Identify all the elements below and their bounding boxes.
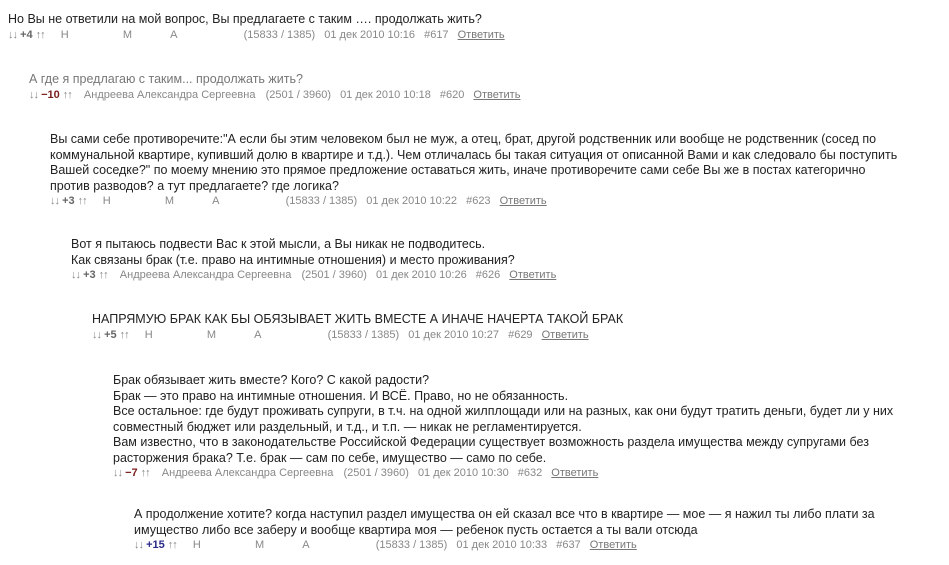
- vote-up-button[interactable]: ↑↑: [35, 28, 45, 41]
- score-badge: +3: [83, 269, 96, 281]
- vote-down-button[interactable]: ↓↓: [92, 328, 101, 341]
- score-badge: −10: [41, 88, 60, 101]
- author-initial-1[interactable]: Н: [60, 28, 69, 41]
- author-initial-3[interactable]: А: [302, 539, 310, 551]
- user-stats: (2501 / 3960): [343, 467, 409, 479]
- comment-617: [8, 12, 943, 42]
- author-initial-2[interactable]: М: [122, 28, 133, 41]
- user-stats: (15833 / 1385): [327, 328, 400, 341]
- comment-date: 01 дек 2010 10:26: [375, 269, 467, 281]
- author-initial-3[interactable]: А: [212, 195, 220, 207]
- vote-up-button[interactable]: ↑↑: [119, 328, 129, 341]
- comment-date: 01 дек 2010 10:27: [408, 328, 500, 341]
- comment-number: #623: [466, 195, 491, 207]
- author-initial-1[interactable]: Н: [144, 328, 153, 341]
- user-stats: (2501 / 3960): [301, 269, 367, 281]
- comment-626: [71, 237, 943, 282]
- vote-up-button[interactable]: ↑↑: [140, 467, 150, 479]
- reply-link[interactable]: Ответить: [509, 269, 557, 281]
- reply-link[interactable]: Ответить: [499, 195, 547, 207]
- score-badge: +5: [104, 328, 117, 341]
- author-initial-1[interactable]: Н: [192, 539, 201, 551]
- user-stats: (2501 / 3960): [265, 88, 331, 101]
- comment-date: 01 дек 2010 10:16: [324, 28, 416, 41]
- comment-number: #626: [475, 269, 501, 281]
- comment-meta: [113, 467, 943, 480]
- comment-number: #632: [517, 467, 543, 479]
- comment-date: 01 дек 2010 10:18: [340, 88, 431, 101]
- vote-down-button[interactable]: ↓↓: [29, 88, 38, 101]
- score-badge: −7: [125, 467, 138, 479]
- reply-link[interactable]: Ответить: [551, 467, 599, 479]
- reply-link[interactable]: Ответить: [457, 28, 505, 41]
- comment-number: #620: [439, 88, 465, 101]
- author-name[interactable]: Андреева Александра Сергеевна: [161, 467, 334, 479]
- comment-text: Вы сами себе противоречите:"А если бы этим человеком был не муж, а отец, брат, другой родственник или вообще не родственник (сосед по коммунальной квартире, купивший долю в квартире и т.д.). Чем отличалась бы такая ситуация от описанной Вами и как следовало бы поступить Вашей соседке?" по моему мнению это прямое предложение оставаться жить, иначе противоречите сами себе Вы же в постах категорично против разводов? а тут предлагаете? где логика?: [50, 132, 898, 193]
- author-initial-2[interactable]: М: [206, 328, 217, 341]
- comment-date: 01 дек 2010 10:22: [366, 195, 458, 207]
- vote-down-button[interactable]: ↓↓: [71, 269, 80, 281]
- comment-632: [113, 373, 943, 480]
- user-stats: (15833 / 1385): [375, 539, 448, 551]
- vote-down-button[interactable]: ↓↓: [8, 28, 17, 41]
- user-stats: (15833 / 1385): [285, 195, 358, 207]
- author-name[interactable]: Андреева Александра Сергеевна: [119, 269, 292, 281]
- author-initial-2[interactable]: М: [164, 195, 175, 207]
- user-stats: (15833 / 1385): [243, 28, 316, 41]
- comment-text: Вот я пытаюсь подвести Вас к этой мысли, а Вы никак не подводитесь. Как связаны брак (т.е. право на интимные отношения) и место проживания?: [71, 237, 515, 267]
- comment-meta: [92, 329, 943, 342]
- comment-620: [29, 72, 943, 102]
- score-badge: +15: [146, 539, 165, 551]
- comment-text: А продолжение хотите? когда наступил раздел имущества он ей сказал все что в квартире — мое — я нажил ты либо плати за имущество либо все заберу и вообще квартира моя — ребенок пусть остается а ты вали отсюда: [134, 507, 875, 537]
- comment-text: НАПРЯМУЮ БРАК КАК БЫ ОБЯЗЫВАЕТ ЖИТЬ ВМЕСТЕ А ИНАЧЕ НАЧЕРТА ТАКОЙ БРАК: [92, 312, 624, 326]
- comment-number: #637: [556, 539, 581, 551]
- reply-link[interactable]: Ответить: [473, 88, 521, 101]
- author-initial-3[interactable]: А: [170, 28, 178, 41]
- vote-down-button[interactable]: ↓↓: [50, 195, 59, 207]
- vote-down-button[interactable]: ↓↓: [113, 467, 122, 479]
- comment-number: #629: [508, 328, 533, 341]
- author-initial-1[interactable]: Н: [102, 195, 111, 207]
- comment-meta: [71, 269, 943, 282]
- comment-623: [50, 132, 943, 208]
- vote-up-button[interactable]: ↑↑: [62, 88, 72, 101]
- author-initial-3[interactable]: А: [254, 328, 262, 341]
- comment-637: [134, 507, 943, 552]
- comment-meta: [134, 539, 943, 552]
- vote-down-button[interactable]: ↓↓: [134, 539, 143, 551]
- comment-date: 01 дек 2010 10:30: [417, 467, 509, 479]
- comment-meta: [50, 195, 943, 208]
- comment-629: [92, 312, 943, 342]
- reply-link[interactable]: Ответить: [541, 328, 589, 341]
- score-badge: +3: [62, 195, 75, 207]
- comment-number: #617: [424, 28, 449, 41]
- comment-text: Брак обязывает жить вместе? Кого? С какой радости? Брак — это право на интимные отношения. И ВСЁ. Право, но не обязанность. Все остальное: где будут проживать супруги, в т.ч. на одной жилплощади или на разных, как они будут тратить деньги, будет ли у них совместный бюджет или раздельный, и т.д., и т.п. — никак не регламентируется. Вам известно, что в законодательстве Российской Федерации существует возможность раздела имущества между супругами без расторжения брака? Т.е. брак — сам по себе, имущество — само по себе.: [113, 373, 894, 465]
- comment-text: Но Вы не ответили на мой вопрос, Вы предлагаете с таким …. продолжать жить?: [8, 12, 482, 26]
- reply-link[interactable]: Ответить: [589, 539, 637, 551]
- author-initial-2[interactable]: М: [255, 539, 265, 551]
- vote-up-button[interactable]: ↑↑: [77, 195, 87, 207]
- comment-meta: [8, 29, 943, 42]
- score-badge: +4: [20, 28, 33, 41]
- comment-date: 01 дек 2010 10:33: [456, 539, 548, 551]
- comment-meta: [29, 89, 943, 102]
- vote-up-button[interactable]: ↑↑: [167, 539, 177, 551]
- author-name[interactable]: Андреева Александра Сергеевна: [83, 88, 256, 101]
- vote-up-button[interactable]: ↑↑: [98, 269, 108, 281]
- comment-text: А где я предлагаю с таким... продолжать жить?: [29, 72, 303, 86]
